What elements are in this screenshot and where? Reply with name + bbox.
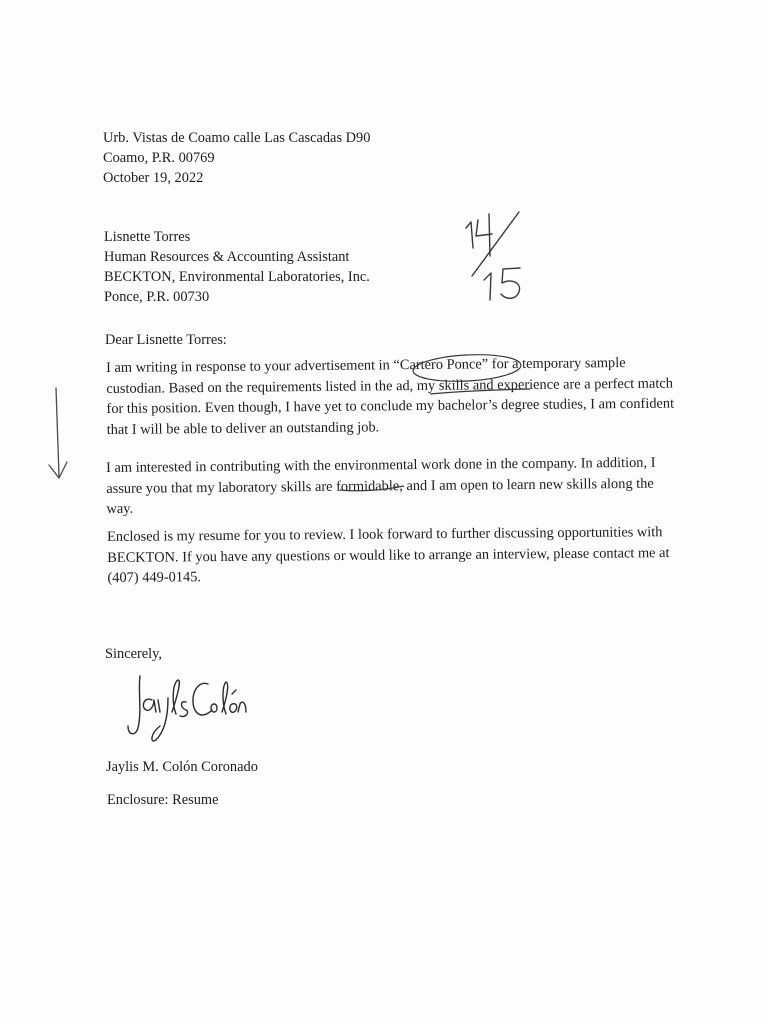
body-paragraph-1 xyxy=(106,353,675,440)
ad-name-circled: “Cartero Ponce” xyxy=(393,356,489,374)
sender-address-line1: Urb. Vistas de Coamo calle Las Cascadas D90 xyxy=(103,130,371,146)
paragraph1-line1-start: I am writing in response to your advertisement in xyxy=(106,357,394,376)
salutation-text: Dear Lisnette Torres: xyxy=(105,332,227,348)
paragraph3-line3: (407) 449-0145. xyxy=(107,569,202,586)
handwritten-score xyxy=(466,212,520,300)
paragraph3-line2: BECKTON. If you have any questions or would like to arrange an interview, please contact me at xyxy=(107,544,670,566)
signature-image xyxy=(128,676,246,741)
paragraph1-line1-end: for a temporary sample xyxy=(488,355,626,373)
enclosure-text: Enclosure: Resume xyxy=(107,792,219,808)
paragraph1-line2-start: custodian. Based on the requirements listed in the ad, xyxy=(106,377,417,397)
paragraph1-line2-end: experience are a perfect match xyxy=(493,375,673,393)
recipient-company: BECKTON, Environmental Laboratories, Inc. xyxy=(104,269,370,285)
score-digit-4 xyxy=(476,214,492,256)
score-slash xyxy=(472,212,519,276)
paragraph1-line3: for this position. Even though, I have yet to conclude my bachelor’s degree studies, I am confident xyxy=(106,395,675,417)
recipient-title: Human Resources & Accounting Assistant xyxy=(104,249,350,265)
sender-address-line2: Coamo, P.R. 00769 xyxy=(103,150,215,166)
paragraph3-line1: Enclosed is my resume for you to review. I look forward to further discussing opportunities with xyxy=(107,524,663,545)
closing xyxy=(105,644,162,664)
paragraph2-line2-start: assure you that my laboratory skills are xyxy=(106,478,337,497)
down-arrow-icon xyxy=(49,388,67,478)
paragraph2-line1: I am interested in contributing with the environmental work done in the company. In addition, I xyxy=(106,454,656,476)
underlined-formidable: formidable, xyxy=(336,477,403,495)
body-paragraph-3 xyxy=(107,522,668,588)
body-paragraph-2 xyxy=(106,453,667,520)
enclosure-block xyxy=(107,790,219,810)
paragraph2-line2-end: and I am open to learn new skills along the xyxy=(402,475,654,494)
score-digit-5 xyxy=(501,268,520,298)
salutation xyxy=(105,330,227,350)
signer-name: Jaylis M. Colón Coronado xyxy=(106,759,258,775)
score-digit-1 xyxy=(466,222,473,248)
recipient-name: Lisnette Torres xyxy=(104,229,191,245)
signer-block xyxy=(106,757,258,777)
letter-date: October 19, 2022 xyxy=(103,170,204,186)
score-digit-1b xyxy=(484,273,491,300)
closing-text: Sincerely, xyxy=(105,646,163,662)
recipient-block xyxy=(104,227,370,307)
sender-block xyxy=(103,128,370,188)
paragraph1-line4: that I will be able to deliver an outstanding job. xyxy=(106,418,380,438)
underlined-skills-phrase: my skills and xyxy=(416,376,494,394)
recipient-city: Ponce, P.R. 00730 xyxy=(104,289,210,305)
paragraph2-line3: way. xyxy=(106,500,134,517)
